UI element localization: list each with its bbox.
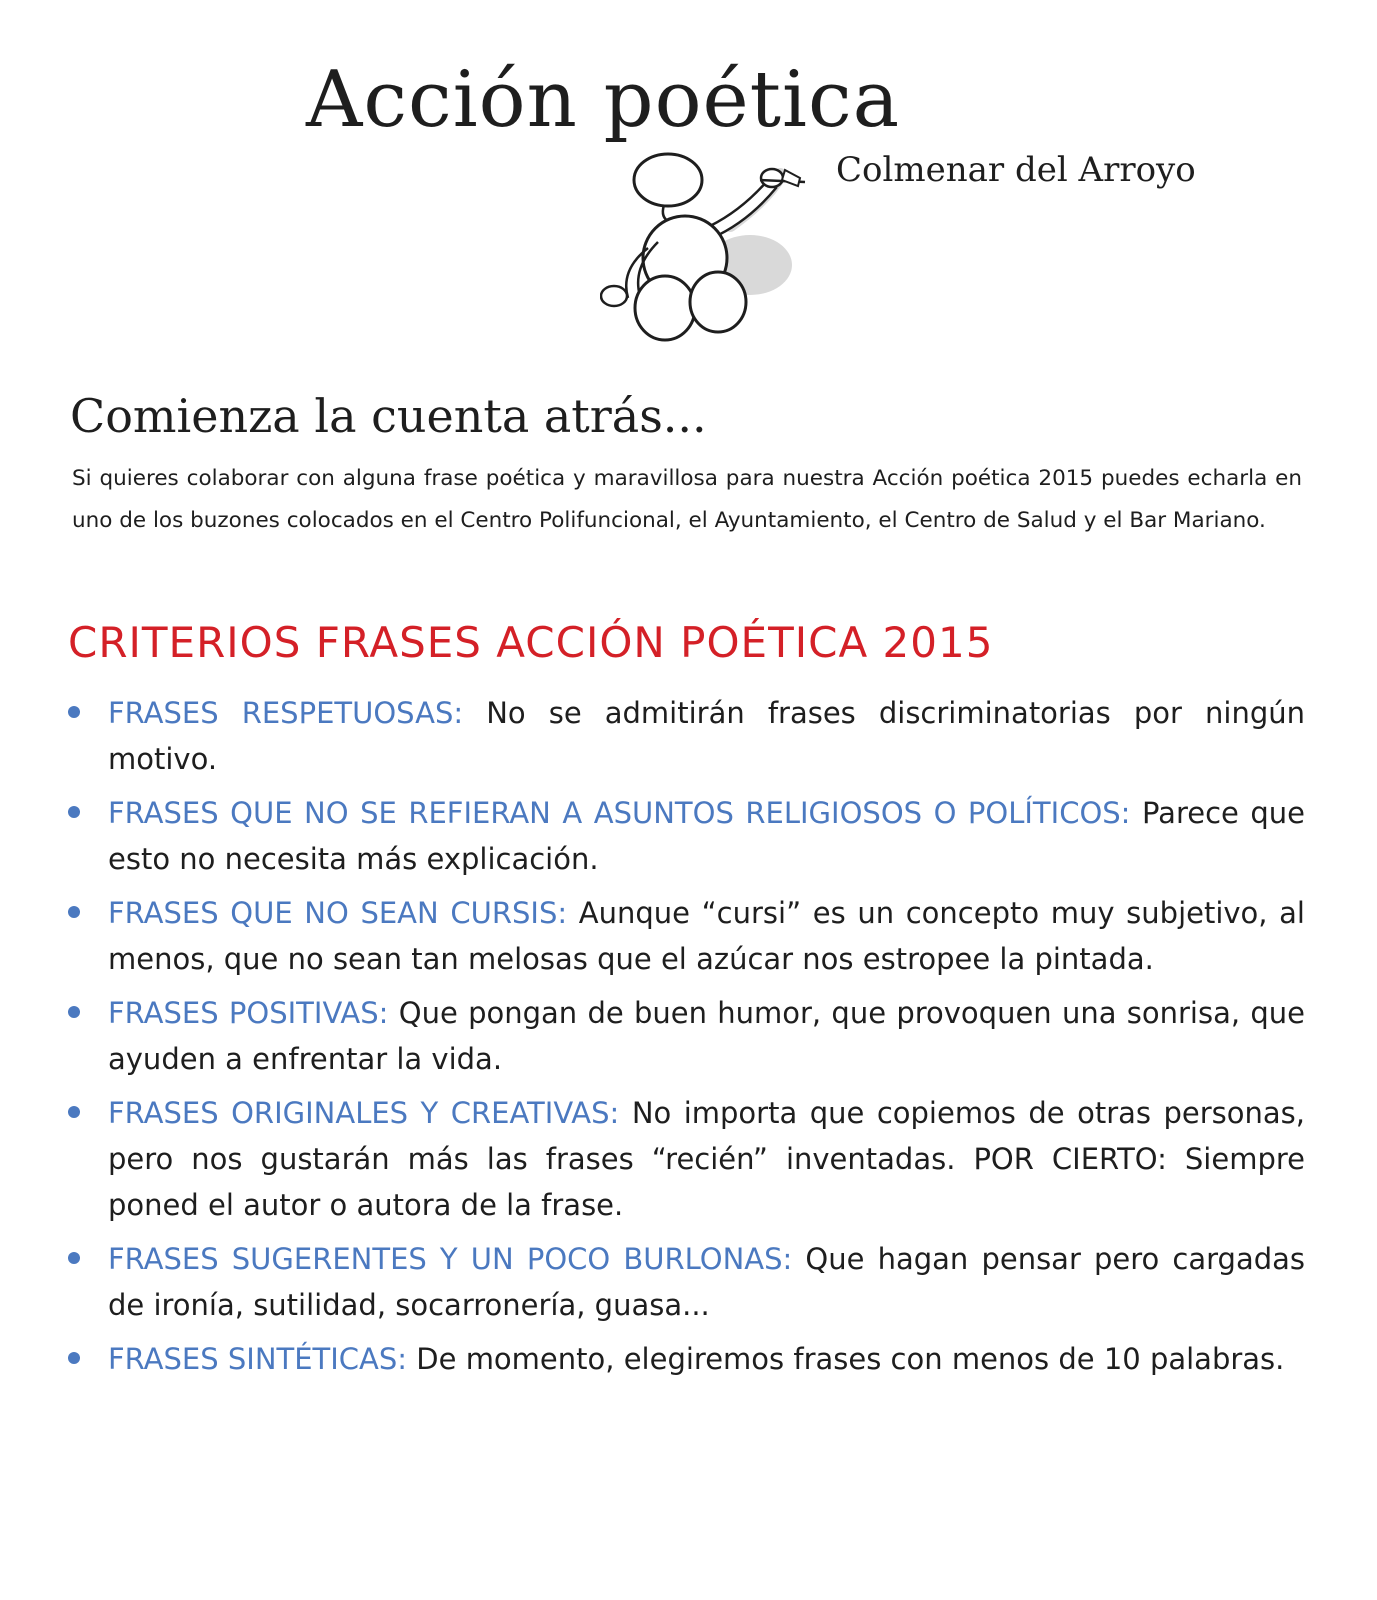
criterion-text: Que pongan de buen humor, que provoquen una sonrisa, que ayuden a enfrentar la vida. xyxy=(108,996,1305,1076)
list-item xyxy=(60,1090,1305,1228)
bullet-icon xyxy=(68,1252,80,1264)
list-item xyxy=(60,1236,1305,1328)
bullet-icon xyxy=(68,1106,80,1118)
bullet-icon xyxy=(68,906,80,918)
list-item xyxy=(60,1336,1305,1382)
intro-paragraph: Si quieres colaborar con alguna frase poética y maravillosa para nuestra Acción poética 2015 puedes echarla en uno de los buzones colocados en el Centro Polifuncional, el Ayuntamiento, el Centro de Salud y el Bar Mariano. xyxy=(72,466,1302,533)
criteria-list xyxy=(60,690,1305,1390)
countdown-heading: Comienza la cuenta atrás... xyxy=(70,389,707,443)
page-title: Acción poética xyxy=(306,55,901,145)
bullet-icon xyxy=(68,706,80,718)
criterion-text: Parece que esto no necesita más explicación. xyxy=(108,796,1306,876)
criteria-title: CRITERIOS FRASES ACCIÓN POÉTICA 2015 xyxy=(68,618,994,667)
criterion-heading: FRASES QUE NO SEAN CURSIS: xyxy=(108,896,568,930)
criterion-text: Aunque “cursi” es un concepto muy subjetivo, al menos, que no sean tan melosas que el azúcar nos estropee la pintada. xyxy=(108,896,1305,976)
bullet-icon xyxy=(68,806,80,818)
list-item xyxy=(60,990,1305,1082)
list-item xyxy=(60,690,1305,782)
bullet-icon xyxy=(68,1006,80,1018)
criterion-heading: FRASES SUGERENTES Y UN POCO BURLONAS: xyxy=(108,1242,793,1276)
criterion-heading: FRASES POSITIVAS: xyxy=(108,996,389,1030)
criterion-text: No importa que copiemos de otras personas, pero nos gustarán más las frases “recién” inventadas. POR CIERTO: Siempre poned el autor o autora de la frase. xyxy=(108,1096,1306,1222)
list-item xyxy=(60,890,1305,982)
seated-figure-with-paintbrush-icon xyxy=(600,130,820,345)
criterion-heading: FRASES QUE NO SE REFIERAN A ASUNTOS RELIGIOSOS O POLÍTICOS: xyxy=(108,796,1131,830)
criterion-heading: FRASES RESPETUOSAS: xyxy=(108,696,464,730)
criterion-text: De momento, elegiremos frases con menos de 10 palabras. xyxy=(416,1342,1285,1376)
list-item xyxy=(60,790,1305,882)
criterion-heading: FRASES ORIGINALES Y CREATIVAS: xyxy=(108,1096,620,1130)
criterion-text: Que hagan pensar pero cargadas de ironía, sutilidad, socarronería, guasa... xyxy=(108,1242,1306,1322)
criterion-heading: FRASES SINTÉTICAS: xyxy=(108,1342,408,1376)
page-subtitle: Colmenar del Arroyo xyxy=(836,150,1196,190)
criterion-text: No se admitirán frases discriminatorias por ningún motivo. xyxy=(108,696,1305,776)
bullet-icon xyxy=(68,1352,80,1364)
